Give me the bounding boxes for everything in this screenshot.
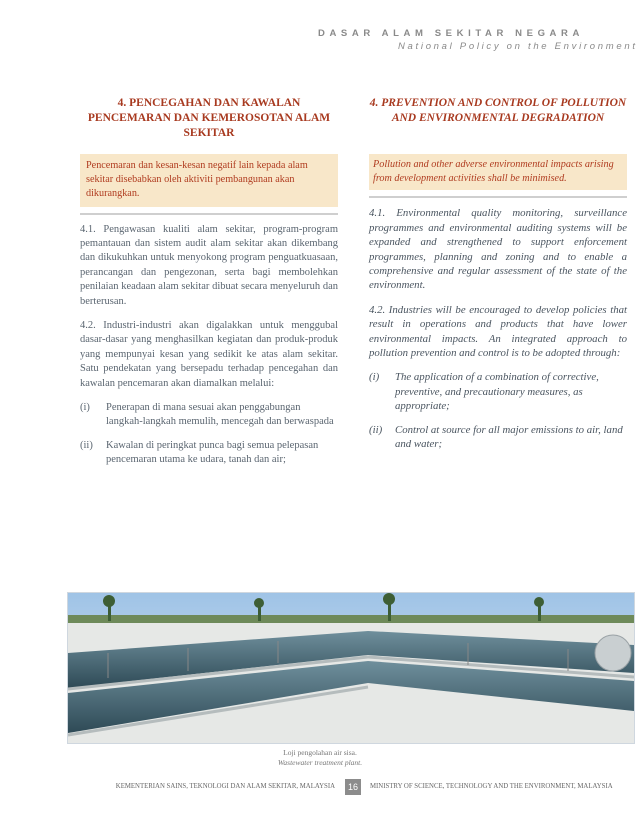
footer-ministry-malay: KEMENTERIAN SAINS, TEKNOLOGI DAN ALAM SEKITAR, MALAYSIA [115,783,335,790]
caption-malay: Loji pengolahan air sisa. [283,748,357,757]
english-column [369,96,627,461]
list-marker: (ii) [369,423,383,436]
list-item-text: Penerapan di mana sesuai akan penggabungan langkah-langkah memulih, mencegah dan berwaspada [106,402,334,428]
page-number: 16 [345,779,361,795]
list-item-text: The application of a combination of corrective, preventive, and precautionary measures, as appropriate; [395,371,599,413]
list-item [369,423,627,452]
divider [369,196,627,198]
list-item [80,439,338,468]
footer-ministry-english: MINISTRY OF SCIENCE, TECHNOLOGY AND THE ENVIRONMENT, MALAYSIA [370,783,613,790]
list-marker: (i) [80,402,90,414]
paragraph-4-2-malay: 4.2. Industri-industri akan digalakkan untuk menggubal dasar-dasar yang menghasilkan kegiatan dan produk-produk yang mempunyai kesan yang sedikit ke atas alam sekitar. Satu pendekatan yang bersepadu terhadap pencegahan dan kawalan pencemaran akan diamalkan melalui: [80,320,338,389]
running-header-malay: DASAR ALAM SEKITAR NEGARA [318,28,584,39]
list-item [80,401,338,430]
intro-highlight-malay: Pencemaran dan kesan-kesan negatif lain kepada alam sekitar disebabkan oleh aktiviti pembangunan akan dikurangkan. [80,154,338,207]
list-item-text: Kawalan di peringkat punca bagi semua pelepasan pencemaran utama ke udara, tanah dan air; [106,439,319,466]
wastewater-plant-photo [67,592,635,744]
malay-column [80,96,338,477]
caption-english: Wastewater treatment plant. [277,758,363,767]
photo-caption [200,748,440,768]
list-item [369,370,627,413]
paragraph-4-1-english: 4.1. Environmental quality monitoring, surveillance programmes and environmental auditing systems will be expanded and strengthened to support enforcement programmes, planning and zoning and to enable a comprehensive and regular assessment of the state of the environment. [369,207,627,292]
paragraph-4-2-english: 4.2. Industries will be encouraged to develop policies that result in operations and products that have lower environmental impacts. An integrated approach to pollution prevention and control is to be adopted through: [369,303,627,360]
divider [80,213,338,215]
photo-illustration [68,593,634,743]
section-heading-malay: 4. PENCEGAHAN DAN KAWALAN PENCEMARAN DAN KEMEROSOTAN ALAM SEKITAR [87,97,331,139]
running-header-english: National Policy on the Environment [398,41,638,52]
list-marker: (i) [369,371,380,384]
list-marker: (ii) [80,439,93,451]
intro-highlight-english: Pollution and other adverse environmental impacts arising from development activities shall be minimised. [369,154,627,190]
section-heading-english: 4. PREVENTION AND CONTROL OF POLLUTION AND ENVIRONMENTAL DEGRADATION [369,97,627,124]
paragraph-4-1-malay: 4.1. Pengawasan kualiti alam sekitar, program-program pemantauan dan sistem audit alam sekitar akan dikembang dan dikukuhkan untuk menyokong program penguatkuasaan, perancangan dan pengezonan, serta bagi membolehkan penilaian keadaan alam sekitar dibuat secara menyeluruh dan berterusan. [80,223,338,307]
list-item-text: Control at source for all major emissions to air, land and water; [395,423,623,451]
